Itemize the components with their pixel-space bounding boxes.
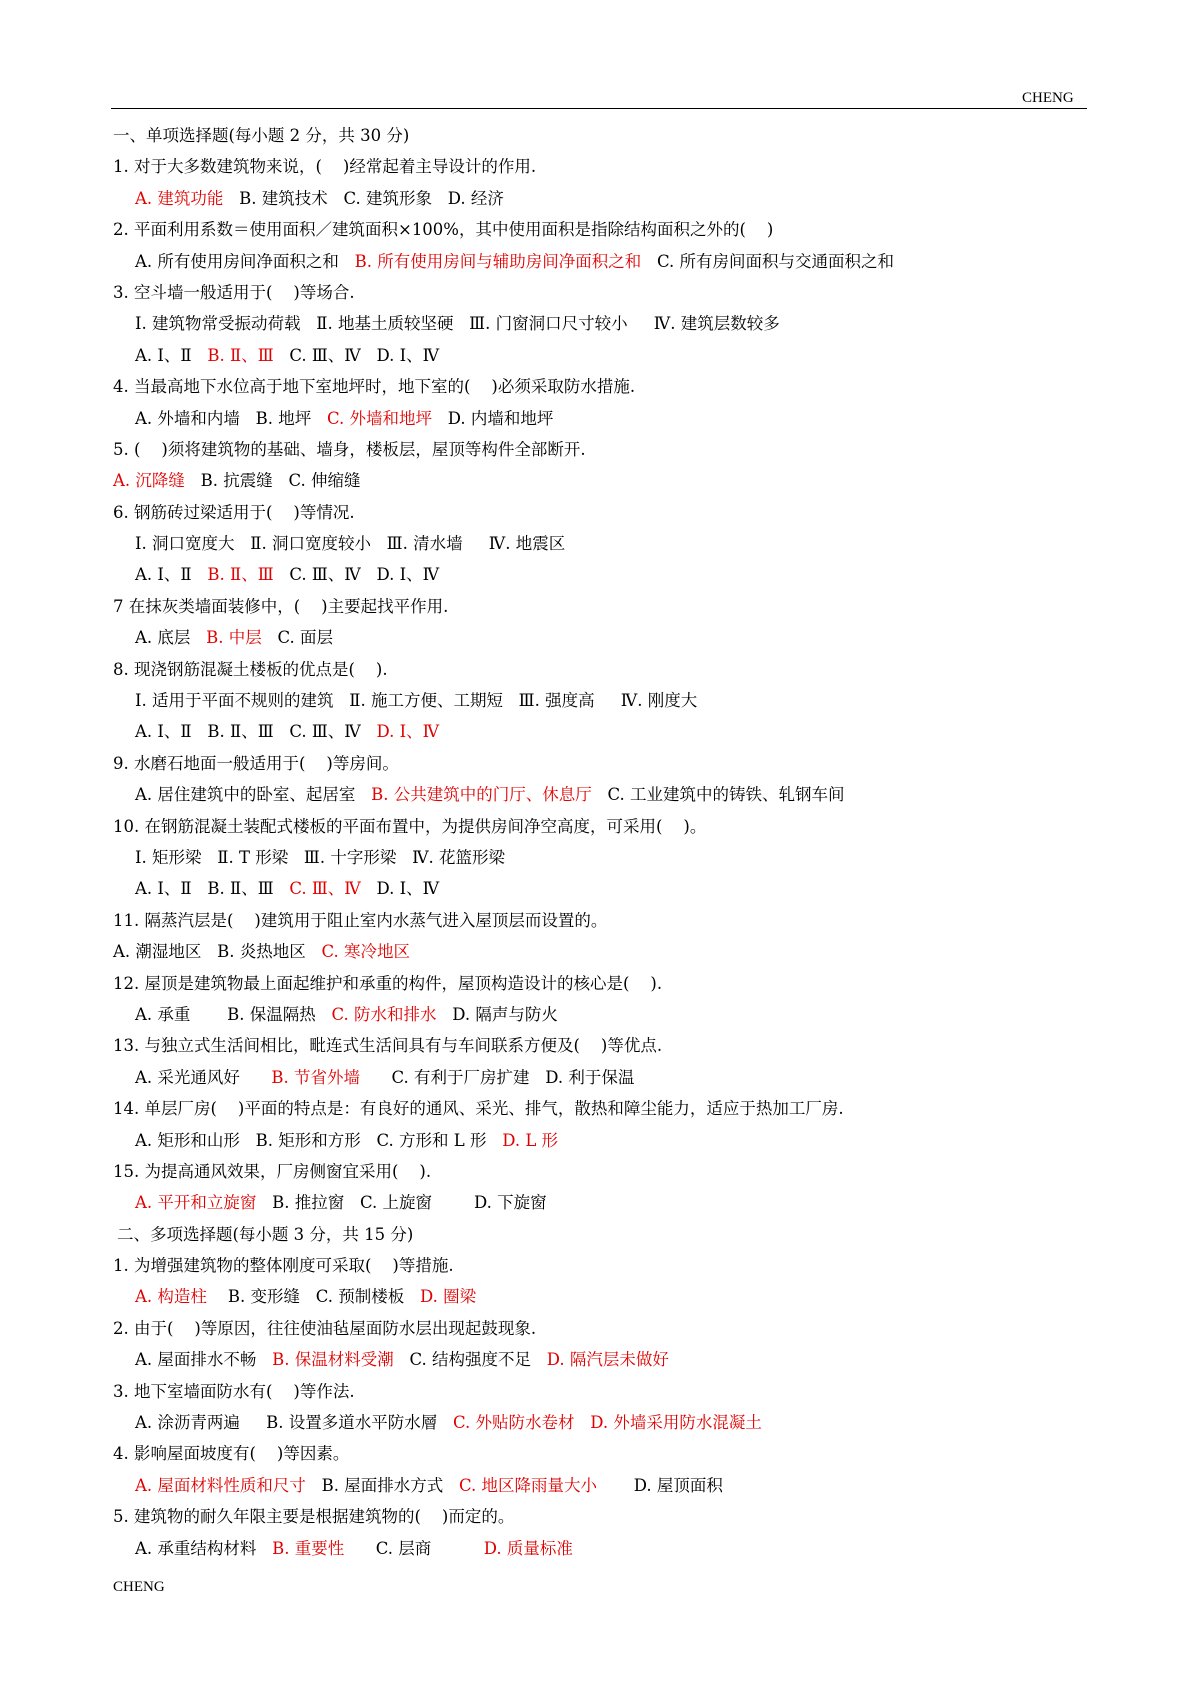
exam-line	[113, 1125, 1093, 1156]
answer-highlight-text: D. L 形	[502, 1130, 559, 1150]
exam-content	[113, 120, 1093, 1564]
exam-line	[113, 1470, 1093, 1501]
answer-highlight-text: B. 保温材料受潮	[272, 1350, 394, 1370]
question-text: A. 所有使用房间净面积之和	[135, 251, 355, 271]
question-text: Ⅰ. 适用于平面不规则的建筑 Ⅱ. 施工方便、工期短 Ⅲ. 强度高 Ⅳ. 刚度大	[135, 691, 698, 711]
answer-highlight-text: D. 圈梁	[420, 1287, 477, 1307]
exam-line	[113, 308, 1093, 339]
question-text: B. 屋面排水方式	[305, 1475, 459, 1495]
exam-line	[113, 120, 1093, 151]
exam-line	[113, 1533, 1093, 1564]
exam-line	[113, 246, 1093, 277]
question-text: C. Ⅲ、Ⅳ D. Ⅰ、Ⅳ	[273, 345, 440, 365]
answer-highlight-text: B. 重要性	[272, 1538, 345, 1558]
question-text: A. 采光通风好	[135, 1067, 272, 1087]
question-text: 2. 平面利用系数＝使用面积／建筑面积×100%，其中使用面积是指除结构面积之外的( )	[113, 220, 774, 240]
exam-line	[113, 1219, 1093, 1250]
question-text: A. 屋面排水不畅	[135, 1350, 273, 1370]
question-text: D. 屋顶面积	[597, 1475, 723, 1495]
exam-line	[113, 716, 1093, 747]
question-text: D. Ⅰ、Ⅳ	[360, 879, 440, 899]
answer-highlight-text: A. 平开和立旋窗	[135, 1193, 257, 1213]
question-text: Ⅰ. 洞口宽度大 Ⅱ. 洞口宽度较小 Ⅲ. 清水墙 Ⅳ. 地震区	[135, 534, 566, 554]
question-text: C. 面层	[261, 628, 334, 648]
question-text: A. 外墙和内墙 B. 地坪	[135, 408, 327, 428]
question-text: 4. 当最高地下水位高于地下室地坪时，地下室的( )必须采取防水措施.	[113, 377, 636, 397]
exam-line	[113, 403, 1093, 434]
answer-highlight-text: C. 外贴防水卷材	[452, 1413, 575, 1433]
answer-highlight-text: A. 沉降缝	[113, 471, 185, 491]
exam-line	[113, 748, 1093, 779]
exam-line	[113, 1187, 1093, 1218]
exam-line	[113, 434, 1093, 465]
question-text: 1. 为增强建筑物的整体刚度可采取( )等措施.	[113, 1256, 454, 1276]
answer-highlight-text: A. 构造柱	[135, 1287, 207, 1307]
answer-highlight-text: D. 外墙采用防水混凝土	[590, 1413, 762, 1433]
page-footer-text: CHENG	[113, 1579, 165, 1595]
exam-line	[113, 936, 1093, 967]
exam-line	[113, 1281, 1093, 1312]
question-text: B. 抗震缝 C. 伸缩缝	[184, 471, 361, 491]
question-text	[575, 1413, 591, 1432]
question-text: C. 工业建筑中的铸铁、轧钢车间	[591, 785, 845, 805]
question-text: B. 建筑技术 C. 建筑形象 D. 经济	[223, 188, 504, 208]
exam-line	[113, 1501, 1093, 1532]
question-text: A. 潮湿地区 B. 炎热地区	[113, 942, 322, 962]
exam-line	[113, 183, 1093, 214]
exam-line	[113, 277, 1093, 308]
exam-line	[113, 1030, 1093, 1061]
question-text: C. 结构强度不足	[393, 1350, 547, 1370]
answer-highlight-text: B. 中层	[206, 628, 262, 648]
question-text: A. Ⅰ、Ⅱ B. Ⅱ、Ⅲ	[135, 879, 290, 899]
exam-line	[113, 465, 1093, 496]
question-text: A. 承重 B. 保温隔热	[135, 1004, 332, 1024]
question-text: 7 在抹灰类墙面装修中，( )主要起找平作用.	[113, 596, 449, 616]
question-text: Ⅰ. 矩形梁 Ⅱ. T 形梁 Ⅲ. 十字形梁 Ⅳ. 花篮形梁	[135, 847, 506, 867]
exam-line	[113, 654, 1093, 685]
question-text: A. Ⅰ、Ⅱ	[135, 565, 208, 585]
question-text: A. Ⅰ、Ⅱ	[135, 345, 208, 365]
exam-line	[113, 1093, 1093, 1124]
question-text: A. 承重结构材料	[135, 1538, 273, 1558]
exam-line	[113, 559, 1093, 590]
exam-line	[113, 873, 1093, 904]
exam-line	[113, 685, 1093, 716]
question-text: B. 推拉窗 C. 上旋窗 D. 下旋窗	[256, 1193, 547, 1213]
exam-line	[113, 528, 1093, 559]
question-text: 5. 建筑物的耐久年限主要是根据建筑物的( )而定的。	[113, 1507, 515, 1527]
page-header-text: CHENG	[1022, 90, 1074, 106]
answer-highlight-text: B. 节省外墙	[271, 1067, 360, 1087]
exam-line	[113, 1376, 1093, 1407]
answer-highlight-text: D. Ⅰ、Ⅳ	[376, 722, 440, 742]
question-text: A. 矩形和山形 B. 矩形和方形 C. 方形和 L 形	[135, 1130, 503, 1150]
question-text: 5. ( )须将建筑物的基础、墙身，楼板层，屋顶等构件全部断开.	[113, 439, 586, 459]
question-text: Ⅰ. 建筑物常受振动荷载 Ⅱ. 地基土质较坚硬 Ⅲ. 门窗洞口尺寸较小 Ⅳ. 建筑层数较多	[135, 314, 780, 334]
exam-line	[113, 1438, 1093, 1469]
question-text: C. Ⅲ、Ⅳ D. Ⅰ、Ⅳ	[273, 565, 440, 585]
question-text: 13. 与独立式生活间相比，毗连式生活间具有与车间联系方便及( )等优点.	[113, 1036, 663, 1056]
answer-highlight-text: C. 防水和排水	[331, 1004, 437, 1024]
question-text: A. 涂沥青两遍 B. 设置多道水平防水層	[135, 1413, 453, 1433]
question-text: 9. 水磨石地面一般适用于( )等房间。	[113, 753, 399, 773]
question-text: D. 内墙和地坪	[432, 408, 554, 428]
question-text: 3. 空斗墙一般适用于( )等场合.	[113, 282, 355, 302]
exam-line	[113, 1156, 1093, 1187]
exam-line	[113, 1062, 1093, 1093]
answer-highlight-text: A. 建筑功能	[135, 188, 224, 208]
exam-line	[113, 811, 1093, 842]
exam-line	[113, 497, 1093, 528]
question-text: A. 居住建筑中的卧室、起居室	[135, 785, 372, 805]
exam-line	[113, 999, 1093, 1030]
question-text: C. 有利于厂房扩建 D. 利于保温	[360, 1067, 635, 1087]
answer-highlight-text: C. 寒冷地区	[321, 942, 411, 962]
answer-highlight-text: C. Ⅲ、Ⅳ	[289, 879, 361, 899]
exam-line	[113, 1407, 1093, 1438]
exam-line	[113, 968, 1093, 999]
question-text: 二、多项选择题(每小题 3 分，共 15 分)	[117, 1224, 414, 1244]
exam-line	[113, 622, 1093, 653]
answer-highlight-text: D. 质量标准	[483, 1538, 573, 1558]
answer-highlight-text: C. 地区降雨量大小	[459, 1475, 598, 1495]
question-text: A. 底层	[135, 628, 207, 648]
question-text: C. 层商	[344, 1538, 484, 1558]
question-text: 6. 钢筋砖过梁适用于( )等情况.	[113, 502, 355, 522]
exam-line	[113, 842, 1093, 873]
question-text: 12. 屋顶是建筑物最上面起维护和承重的构件，屋顶构造设计的核心是( ).	[113, 973, 663, 993]
question-text: 8. 现浇钢筋混凝土楼板的优点是( ).	[113, 659, 388, 679]
exam-line	[113, 1250, 1093, 1281]
exam-line	[113, 371, 1093, 402]
exam-line	[113, 340, 1093, 371]
question-text: 1. 对于大多数建筑物来说，( )经常起着主导设计的作用.	[113, 157, 537, 177]
question-text: A. Ⅰ、Ⅱ B. Ⅱ、Ⅲ C. Ⅲ、Ⅳ	[135, 722, 377, 742]
question-text: 15. 为提高通风效果，厂房侧窗宜采用( ).	[113, 1161, 432, 1181]
answer-highlight-text: B. Ⅱ、Ⅲ	[207, 345, 274, 365]
answer-highlight-text: D. 隔汽层未做好	[546, 1350, 669, 1370]
question-text: 4. 影响屋面坡度有( )等因素。	[113, 1444, 350, 1464]
question-text: D. 隔声与防火	[436, 1004, 558, 1024]
answer-highlight-text: B. Ⅱ、Ⅲ	[207, 565, 274, 585]
exam-line	[113, 214, 1093, 245]
question-text: C. 所有房间面积与交通面积之和	[641, 251, 895, 271]
question-text: 3. 地下室墙面防水有( )等作法.	[113, 1381, 355, 1401]
exam-line	[113, 151, 1093, 182]
answer-highlight-text: B. 公共建筑中的门厅、休息厅	[371, 785, 592, 805]
question-text: 一、单项选择题(每小题 2 分，共 30 分)	[113, 126, 410, 145]
exam-line	[113, 779, 1093, 810]
question-text: 11. 隔蒸汽层是( )建筑用于阻止室内水蒸气进入屋顶层而设置的。	[113, 910, 608, 930]
question-text: 2. 由于( )等原因，往往使油毡屋面防水层出现起鼓现象.	[113, 1318, 537, 1338]
exam-line	[113, 905, 1093, 936]
answer-highlight-text: B. 所有使用房间与辅助房间净面积之和	[354, 251, 642, 271]
question-text: 10. 在钢筋混凝土装配式楼板的平面布置中，为提供房间净空高度，可采用( )。	[113, 816, 707, 836]
exam-line	[113, 591, 1093, 622]
header-rule	[111, 108, 1087, 109]
question-text: B. 变形缝 C. 预制楼板	[206, 1287, 420, 1307]
question-text: 14. 单层厂房( )平面的特点是：有良好的通风、采光、排气，散热和障尘能力，适应于热加工厂房.	[113, 1099, 844, 1119]
answer-highlight-text: C. 外墙和地坪	[327, 408, 433, 428]
exam-line	[113, 1344, 1093, 1375]
exam-line	[113, 1313, 1093, 1344]
answer-highlight-text: A. 屋面材料性质和尺寸	[135, 1475, 306, 1495]
